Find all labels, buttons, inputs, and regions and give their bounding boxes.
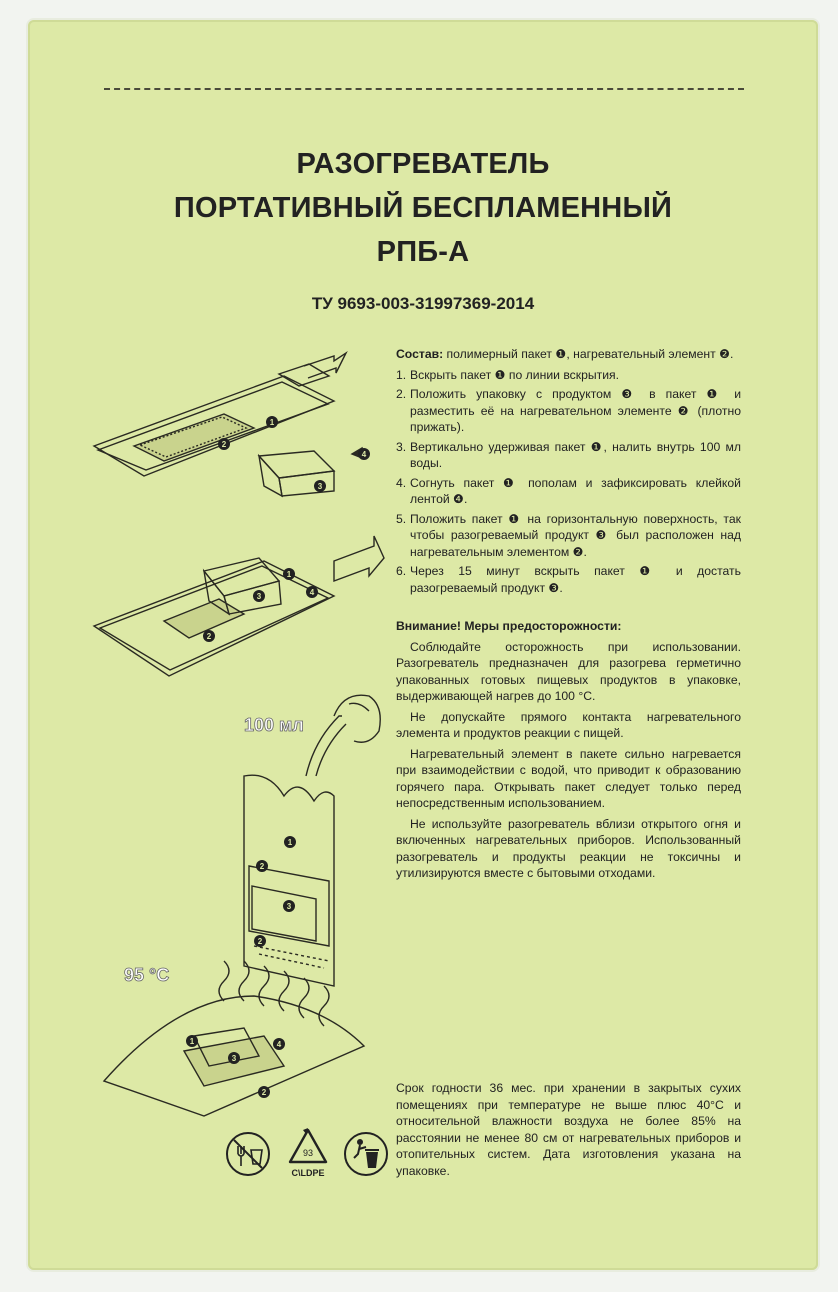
- packaging-icons: [224, 1126, 384, 1186]
- composition: [396, 346, 741, 363]
- instruction-illustrations: [84, 346, 394, 1126]
- svg-text:2: 2: [261, 1088, 267, 1097]
- svg-text:4: 4: [361, 450, 367, 459]
- svg-text:2: 2: [221, 440, 227, 449]
- warning-title: Внимание! Меры предосторожности:: [396, 619, 622, 633]
- svg-text:2: 2: [206, 632, 212, 641]
- not-for-food-icon: [224, 1130, 272, 1178]
- step-item: 4. Согнуть пакет ❶ пополам и зафиксировать клейкой лентой ❹.: [396, 475, 741, 506]
- tear-line: [104, 88, 744, 90]
- heater-packet: [28, 20, 818, 1270]
- svg-text:1: 1: [189, 1037, 195, 1046]
- title-line-1: РАЗОГРЕВАТЕЛЬ: [296, 148, 550, 180]
- packet-with-tray-drawing: [94, 536, 384, 676]
- svg-text:1: 1: [287, 838, 293, 847]
- title-line-2: ПОРТАТИВНЫЙ БЕСПЛАМЕННЫЙ: [173, 192, 673, 224]
- steps-list: [396, 367, 741, 597]
- step-item: 2. Положить упаковку с продуктом ❸ в пакет ❶ и разместить её на нагревательном элементе ❷ (плотно прижать).: [396, 387, 741, 434]
- recycle-ldpe-icon: [282, 1126, 334, 1182]
- spec-code: ТУ 9693-003-31997369-2014: [311, 294, 535, 313]
- svg-text:1: 1: [269, 418, 275, 427]
- warning-paragraph: Соблюдайте осторожность при использовании. Разогреватель предназначен для разогрева герметично упакованных готовых пищевых продуктов в упаковке, выдерживающей нагрев до 100 °С.: [396, 639, 741, 703]
- svg-text:4: 4: [309, 588, 315, 597]
- svg-text:4: 4: [276, 1040, 282, 1049]
- svg-text:2: 2: [257, 937, 263, 946]
- step-item: 1. Вскрыть пакет ❶ по линии вскрытия.: [396, 367, 620, 382]
- svg-text:3: 3: [286, 902, 292, 911]
- warning-paragraph: Не допускайте прямого контакта нагревательного элемента и продуктов реакции с пищей.: [396, 709, 741, 740]
- food-tray-drawing: [259, 448, 362, 496]
- svg-text:2: 2: [259, 862, 265, 871]
- illustration-svg: [84, 346, 394, 1126]
- svg-text:1: 1: [286, 570, 292, 579]
- warning-paragraph: Нагревательный элемент в пакете сильно нагревается при взаимодействии с водой, что приводит к образованию горячего пара. Открывать пакет следует только перед непосредственным использованием.: [396, 746, 741, 810]
- warning-block: [396, 618, 741, 882]
- water-volume-label: 100 мл: [244, 715, 304, 735]
- svg-text:3: 3: [317, 482, 323, 491]
- instructions-block: [396, 346, 741, 886]
- open-packet-drawing: [94, 353, 346, 476]
- composition-text: полимерный пакет ❶, нагревательный элемент ❷.: [443, 347, 734, 361]
- step-item: 6. Через 15 минут вскрыть пакет ❶ и достать разогреваемый продукт ❸.: [396, 564, 741, 595]
- step-item: 3. Вертикально удерживая пакет ❶, налить внутрь 100 мл воды.: [396, 439, 741, 470]
- dispose-in-bin-icon: [342, 1130, 390, 1178]
- temperature-label: 95 °С: [124, 965, 170, 985]
- recycle-code: 93: [302, 1148, 314, 1158]
- storage-conditions: Срок годности 36 мес. при хранении в закрытых сухих помещениях при температуре не выше плюс 40°С и относительной влажности воздуха не более 85% на расстоянии не менее 80 см от нагревательных приборов и отопительных систем. Дата изготовления указана на упаковке.: [396, 1081, 741, 1178]
- svg-text:3: 3: [256, 592, 262, 601]
- composition-label: Состав:: [396, 347, 444, 361]
- svg-text:3: 3: [231, 1054, 237, 1063]
- recycle-material: C\LDPE: [291, 1168, 325, 1178]
- warning-paragraph: Не используйте разогреватель вблизи открытого огня и включенных нагревательных приборов. Использованный разогреватель и продукты реакции не токсичны и утилизируются вместе с бытовыми отходами.: [396, 816, 741, 880]
- product-title: [28, 142, 818, 274]
- title-line-3: РПБ-А: [376, 236, 470, 268]
- step-markers: [186, 416, 370, 1098]
- step-item: 5. Положить пакет ❶ на горизонтальную поверхность, так чтобы разогреваемый продукт ❸ был расположен над нагревательным элементом ❷.: [396, 511, 741, 559]
